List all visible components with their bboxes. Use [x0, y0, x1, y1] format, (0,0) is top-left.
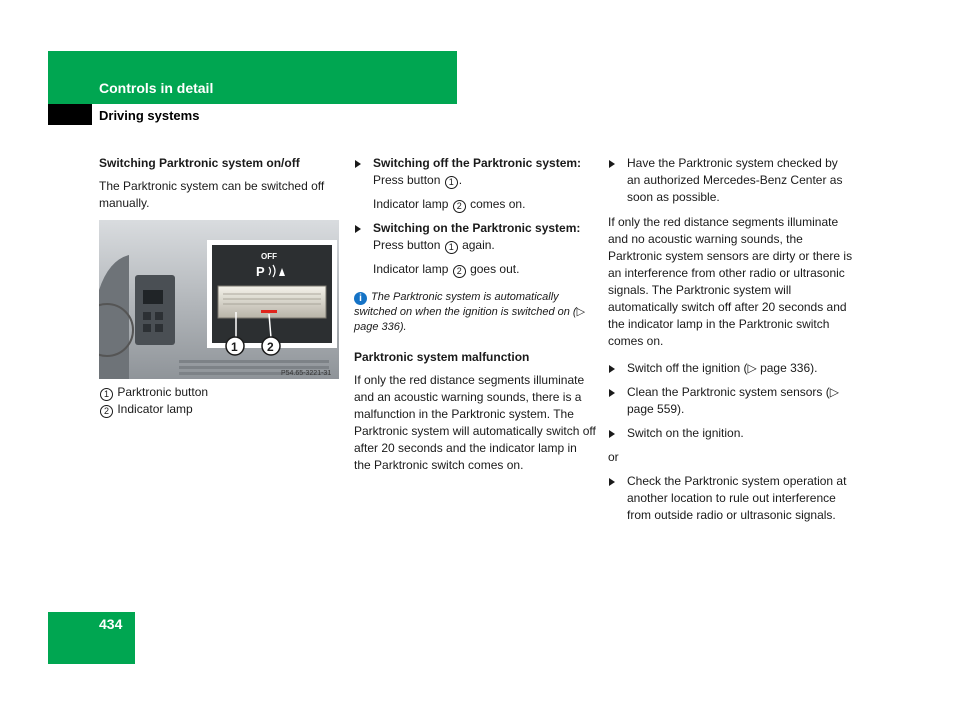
- bullet-arrow-icon: [609, 389, 615, 397]
- step-text-end: again.: [462, 238, 495, 252]
- column-1: [99, 155, 344, 418]
- malfunction-text: If only the red distance segments illuminate and an acoustic warning sounds, there is a malfunction in the Parktronic system. The Parktronic system will automatically switch off after 20 seconds and the indicator lamp in the Parktronic switch comes on.: [354, 373, 596, 472]
- bullet-arrow-icon: [609, 365, 615, 373]
- or-text: or: [608, 450, 619, 464]
- legend-item-1: [99, 384, 344, 401]
- bullet-arrow-icon: [609, 478, 615, 486]
- parktronic-photo: [99, 220, 339, 379]
- column-2: [354, 155, 596, 481]
- step-switch-on-text: Press button: [373, 238, 441, 252]
- ref-num: 2: [453, 200, 466, 213]
- result-text: Indicator lamp: [373, 262, 449, 276]
- step-text-end: .: [458, 173, 463, 187]
- step-ignition-off: [608, 360, 853, 377]
- step-clean-sensors: [608, 384, 853, 418]
- ref-num: 2: [453, 265, 466, 278]
- result-text-end: comes on.: [470, 197, 526, 211]
- info-icon: i: [354, 292, 367, 305]
- header-band: [48, 51, 457, 104]
- dashboard-illustration: [99, 220, 339, 379]
- off-label: OFF: [261, 252, 277, 261]
- malfunction-heading: Parktronic system malfunction: [354, 350, 530, 364]
- bullet-arrow-icon: [609, 430, 615, 438]
- callout-2: 2: [267, 340, 274, 354]
- p-label: P: [256, 264, 265, 279]
- step-check-operation-text: Check the Parktronic system operation at another location to rule out interference from outside radio or ultrasonic signals.: [627, 474, 847, 522]
- step-check-operation: [608, 473, 853, 524]
- step-switch-off-result: [354, 196, 596, 213]
- step-switch-off: [354, 155, 596, 189]
- info-note-text: The Parktronic system is automatically switched on when the ignition is switched on (▷ page 336).: [354, 291, 586, 333]
- step-switch-off-text: Press button: [373, 173, 441, 187]
- step-switch-off-title: Switching off the Parktronic system:: [373, 156, 582, 170]
- legend-text-1: Parktronic button: [117, 385, 209, 399]
- subsection-marker: [48, 104, 92, 125]
- page-number: 434: [99, 616, 123, 632]
- legend-num-1: 1: [100, 388, 113, 401]
- bullet-arrow-icon: [609, 160, 615, 168]
- step-ignition-on: [608, 425, 853, 442]
- step-clean-sensors-text: Clean the Parktronic system sensors (▷ page 559).: [627, 385, 839, 416]
- step-switch-on-title: Switching on the Parktronic system:: [373, 221, 581, 235]
- section-title: Controls in detail: [99, 80, 214, 96]
- subsection-title: Driving systems: [99, 108, 200, 123]
- callout-1: 1: [231, 340, 238, 354]
- sensor-paragraph: If only the red distance segments illuminate and no acoustic warning sounds, the Parktronic system sensors are dirty or there is an interference from other radio or ultrasonic signals. The Parktronic system will automatically switch off after 20 seconds and the indicator lamp in the Parktronic switch comes on.: [608, 215, 853, 348]
- step-switch-on-result: [354, 261, 596, 278]
- step-ignition-on-text: Switch on the ignition.: [627, 426, 744, 440]
- step-ignition-off-text: Switch off the ignition (▷ page 336).: [627, 361, 818, 375]
- info-note: [354, 290, 596, 335]
- photo-code: P54.65-3221-31: [281, 370, 332, 377]
- result-text: Indicator lamp: [373, 197, 449, 211]
- legend-item-2: [99, 401, 344, 418]
- result-text-end: goes out.: [470, 262, 520, 276]
- onoff-intro: The Parktronic system can be switched off manually.: [99, 179, 325, 210]
- onoff-heading: Switching Parktronic system on/off: [99, 156, 300, 170]
- column-3: [608, 155, 853, 531]
- step-have-checked: [608, 155, 853, 206]
- step-switch-on: [354, 220, 596, 254]
- legend-text-2: Indicator lamp: [117, 402, 193, 416]
- bullet-arrow-icon: [355, 160, 361, 168]
- step-have-checked-text: Have the Parktronic system checked by an authorized Mercedes-Benz Center as soon as possible.: [627, 156, 843, 204]
- ref-num: 1: [445, 241, 458, 254]
- ref-num: 1: [445, 176, 458, 189]
- legend-num-2: 2: [100, 405, 113, 418]
- indicator-lamp: [261, 310, 277, 313]
- bullet-arrow-icon: [355, 225, 361, 233]
